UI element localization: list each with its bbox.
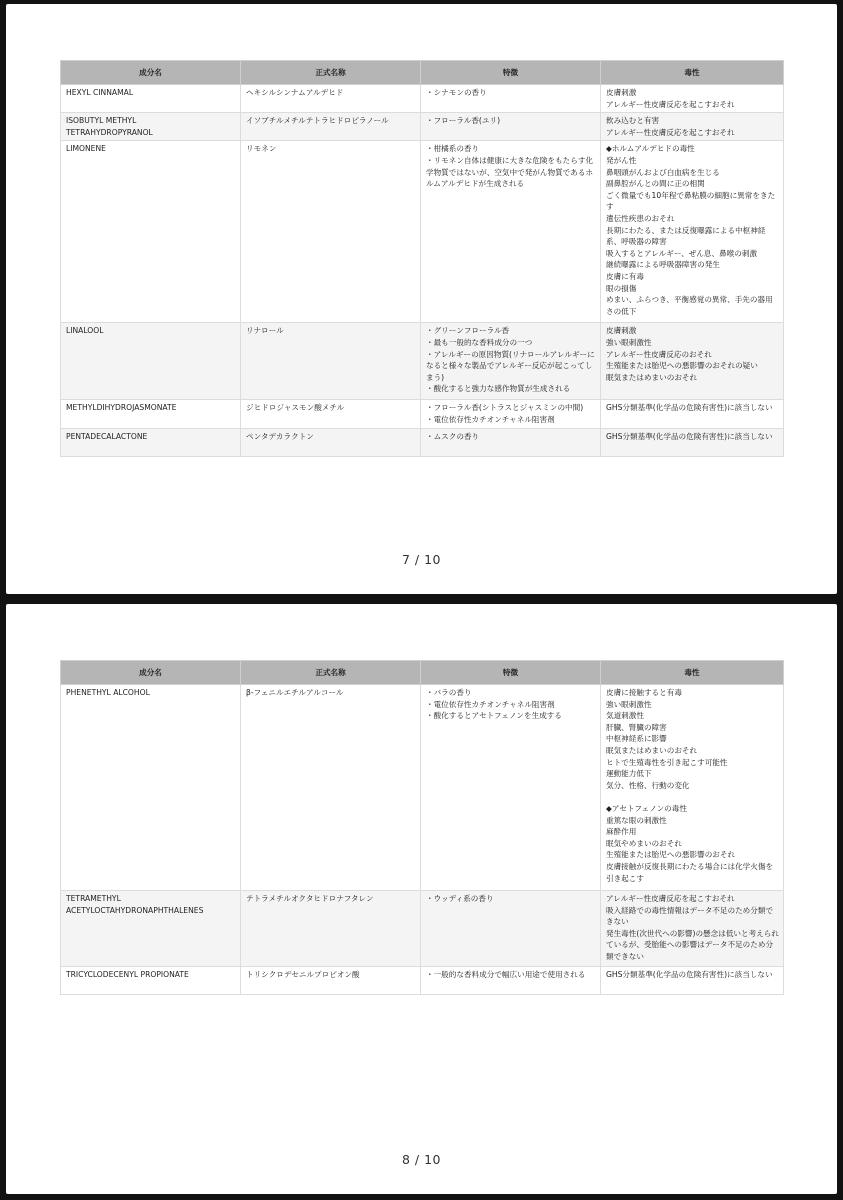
table-row bbox=[61, 967, 784, 995]
ingredient-name-cell: METHYLDIHYDROJASMONATE bbox=[61, 400, 241, 428]
formal-name-cell: ジヒドロジャスモン酸メチル bbox=[241, 400, 421, 428]
table-row bbox=[61, 113, 784, 141]
formal-name-cell: リナロール bbox=[241, 323, 421, 400]
ingredient-table bbox=[60, 660, 784, 995]
header-ingredient-name: 成分名 bbox=[61, 661, 241, 685]
header-features: 特徴 bbox=[421, 661, 601, 685]
feature-cell: ・柑橘系の香り ・リモネン自体は健康に大きな危険をもたらす化学物質ではないが、空気中で発がん物質であるホルムアルデヒドが生成される bbox=[421, 141, 601, 323]
formal-name-cell: リモネン bbox=[241, 141, 421, 323]
header-formal-name: 正式名称 bbox=[241, 661, 421, 685]
table-row bbox=[61, 141, 784, 323]
header-features: 特徴 bbox=[421, 61, 601, 85]
formal-name-cell: テトラメチルオクタヒドロナフタレン bbox=[241, 891, 421, 967]
document-page-8 bbox=[6, 604, 837, 1194]
header-formal-name: 正式名称 bbox=[241, 61, 421, 85]
table-row bbox=[61, 85, 784, 113]
ingredient-name-cell: HEXYL CINNAMAL bbox=[61, 85, 241, 113]
header-toxicity: 毒性 bbox=[601, 61, 784, 85]
ingredient-name-cell: ISOBUTYL METHYL TETRAHYDROPYRANOL bbox=[61, 113, 241, 141]
toxicity-cell: ◆ホルムアルデヒドの毒性 発がん性 鼻咽頭がんおよび白血病を生じる 副鼻腔がんとの間に正の相関 ごく微量でも10年程で鼻粘膜の細胞に異常をきたす 遺伝性疾患のおそれ 長期にわたる、または反復曝露による中枢神経系、呼吸器の障害 吸入するとアレルギー、ぜん息、鼻喉の刺激 継続曝露による呼吸器障害の発生 皮膚に有毒 眼の損傷 めまい、ふらつき、平衡感覚の異常、手先の器用さの低下 bbox=[601, 141, 784, 323]
table-row bbox=[61, 428, 784, 456]
table-row bbox=[61, 323, 784, 400]
formal-name-cell: ペンタデカラクトン bbox=[241, 428, 421, 456]
header-ingredient-name: 成分名 bbox=[61, 61, 241, 85]
ingredient-name-cell: PENTADECALACTONE bbox=[61, 428, 241, 456]
toxicity-cell: アレルギー性皮膚反応を起こすおそれ 吸入経路での毒性情報はデータ不足のため分類できない 発生毒性(次世代への影響)の懸念は低いと考えられているが、受胎能への影響はデータ不足のため分類できない bbox=[601, 891, 784, 967]
ingredient-name-cell: TETRAMETHYL ACETYLOCTAHYDRONAPHTHALENES bbox=[61, 891, 241, 967]
ingredient-table bbox=[60, 60, 784, 457]
feature-cell: ・シナモンの香り bbox=[421, 85, 601, 113]
page-number: 7 / 10 bbox=[401, 552, 442, 567]
table-header-row bbox=[61, 661, 784, 685]
feature-cell: ・一般的な香料成分で幅広い用途で使用される bbox=[421, 967, 601, 995]
toxicity-cell: GHS分類基準(化学品の危険有害性)に該当しない bbox=[601, 967, 784, 995]
table-header-row bbox=[61, 61, 784, 85]
header-toxicity: 毒性 bbox=[601, 661, 784, 685]
document-page-7 bbox=[6, 4, 837, 594]
formal-name-cell: トリシクロデセニルプロピオン酸 bbox=[241, 967, 421, 995]
toxicity-cell: 飲み込むと有害 アレルギー性皮膚反応を起こすおそれ bbox=[601, 113, 784, 141]
formal-name-cell: イソブチルメチルテトラヒドロピラノール bbox=[241, 113, 421, 141]
feature-cell: ・ウッディ系の香り bbox=[421, 891, 601, 967]
feature-cell: ・フローラル香(シトラスとジャスミンの中間) ・電位依存性カチオンチャネル阻害剤 bbox=[421, 400, 601, 428]
table-row bbox=[61, 400, 784, 428]
feature-cell: ・グリーンフローラル香 ・最も一般的な香料成分の一つ ・アレルギーの原因物質(リナロールアレルギーになると様々な製品でアレルギー反応が起こってしまう) ・酸化すると強力な感作物質が生成される bbox=[421, 323, 601, 400]
toxicity-cell: 皮膚刺激 アレルギー性皮膚反応を起こすおそれ bbox=[601, 85, 784, 113]
feature-cell: ・ムスクの香り bbox=[421, 428, 601, 456]
feature-cell: ・フローラル香(ユリ) bbox=[421, 113, 601, 141]
ingredient-name-cell: LINALOOL bbox=[61, 323, 241, 400]
ingredient-name-cell: PHENETHYL ALCOHOL bbox=[61, 685, 241, 891]
toxicity-cell: 皮膚に接触すると有毒 強い眼刺激性 気道刺激性 肝臓、腎臓の障害 中枢神経系に影響 眠気またはめまいのおそれ ヒトで生殖毒性を引き起こす可能性 運動能力低下 気分、性格、行動の変化 ◆アセトフェノンの毒性 重篤な眼の刺激性 麻酔作用 眠気やめまいのおそれ 生殖能または胎児への悪影響のおそれ 皮膚接触が反復長期にわたる場合には化学火傷を引き起こす bbox=[601, 685, 784, 891]
feature-cell: ・バラの香り ・電位依存性カチオンチャネル阻害剤 ・酸化するとアセトフェノンを生成する bbox=[421, 685, 601, 891]
ingredient-name-cell: TRICYCLODECENYL PROPIONATE bbox=[61, 967, 241, 995]
formal-name-cell: β-フェニルエチルアルコール bbox=[241, 685, 421, 891]
page-number: 8 / 10 bbox=[401, 1152, 442, 1167]
table-row bbox=[61, 685, 784, 891]
table-row bbox=[61, 891, 784, 967]
toxicity-cell: 皮膚刺激 強い眼刺激性 アレルギー性皮膚反応のおそれ 生殖能または胎児への悪影響のおそれの疑い 眠気またはめまいのおそれ bbox=[601, 323, 784, 400]
ingredient-name-cell: LIMONENE bbox=[61, 141, 241, 323]
toxicity-cell: GHS分類基準(化学品の危険有害性)に該当しない bbox=[601, 400, 784, 428]
formal-name-cell: ヘキシルシンナムアルデヒド bbox=[241, 85, 421, 113]
toxicity-cell: GHS分類基準(化学品の危険有害性)に該当しない bbox=[601, 428, 784, 456]
